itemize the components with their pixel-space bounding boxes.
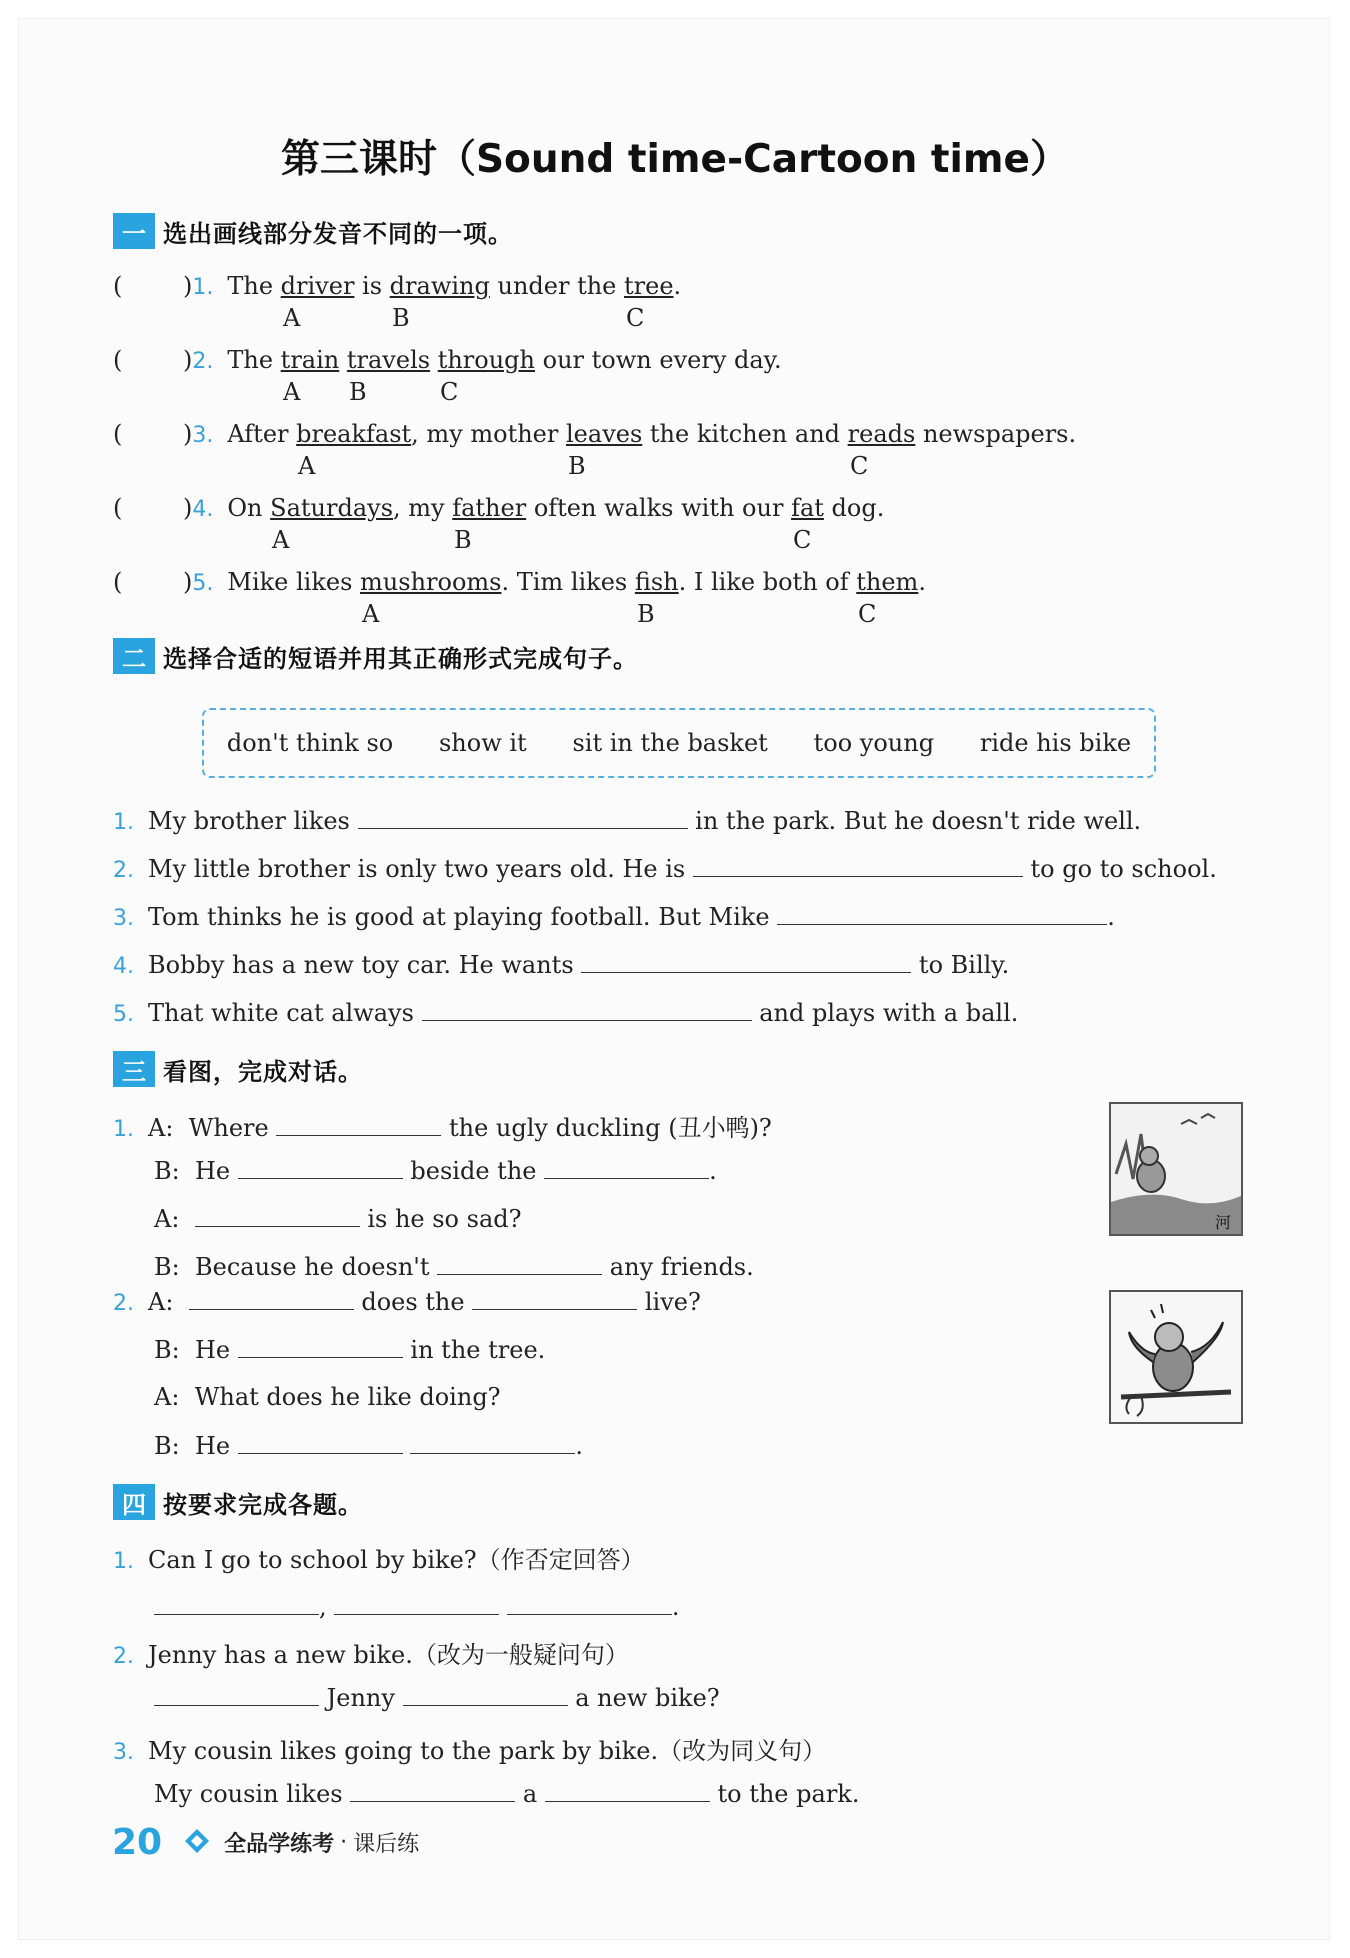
dialog-line: B: He beside the . [154, 1157, 717, 1185]
option-letter: C [850, 452, 869, 480]
answer-blank[interactable] [189, 1287, 354, 1310]
answer-blank[interactable] [422, 998, 752, 1021]
section-number: 一 [113, 213, 155, 249]
answer-blank[interactable] [544, 1156, 709, 1179]
section-4-header [113, 1484, 363, 1520]
phonics-item [113, 346, 782, 374]
item-number: 4. [192, 497, 214, 522]
phrase: show it [438, 729, 527, 757]
answer-paren-close: ) [183, 568, 193, 596]
sentence: On Saturdays, my father often walks with our fat dog. [227, 494, 885, 522]
section-1-header [113, 213, 513, 249]
answer-blank[interactable] [410, 1431, 575, 1454]
answer-blank[interactable] [334, 1592, 499, 1615]
dialog-line: 2. A: does the live? [113, 1288, 701, 1316]
answer-blank[interactable] [507, 1592, 672, 1615]
underlined-word: train [280, 346, 340, 374]
section-number: 三 [113, 1051, 155, 1087]
phrase: ride his bike [979, 729, 1132, 757]
answer-line: Jenny a new bike? [154, 1683, 720, 1712]
option-letter: B [568, 452, 586, 480]
answer-paren[interactable]: ( [113, 272, 123, 300]
phonics-item [113, 420, 1076, 448]
underlined-word: breakfast [296, 420, 412, 448]
option-letter: B [454, 526, 472, 554]
answer-line: My cousin likes a to the park. [154, 1780, 860, 1808]
answer-blank[interactable] [545, 1779, 710, 1802]
answer-blank[interactable] [238, 1431, 403, 1454]
fill-item: 4. Bobby has a new toy car. He wants to Billy. [113, 951, 1010, 979]
answer-blank[interactable] [276, 1113, 441, 1136]
answer-paren[interactable]: ( [113, 568, 123, 596]
answer-blank[interactable] [195, 1204, 360, 1227]
option-letter: B [392, 304, 410, 332]
duckling-picture [1109, 1102, 1243, 1236]
option-letter: C [626, 304, 645, 332]
fill-item: 5. That white cat always and plays with a ball. [113, 999, 1019, 1027]
phrase: sit in the basket [572, 729, 768, 757]
phonics-item [113, 568, 926, 596]
section-number: 二 [113, 638, 155, 674]
dialog-line: A: is he so sad? [154, 1205, 522, 1233]
task-question: 3. My cousin likes going to the park by bike.（改为同义句） [113, 1737, 827, 1765]
phonics-item [113, 272, 681, 300]
answer-blank[interactable] [238, 1156, 403, 1179]
phrase-box [202, 708, 1156, 778]
book-subtitle: 课后练 [353, 1832, 420, 1857]
option-letter: A [298, 452, 316, 480]
option-letter: C [440, 378, 459, 406]
underlined-word: mushrooms [360, 568, 502, 596]
answer-paren[interactable]: ( [113, 420, 123, 448]
section-2-header [113, 638, 638, 674]
page-title: 第三课时（Sound time-Cartoon time） [280, 137, 1070, 182]
sentence: The train travels through our town every day. [227, 346, 782, 374]
underlined-word: tree [624, 272, 674, 300]
underlined-word: through [437, 346, 536, 374]
item-number: 5. [192, 571, 214, 596]
section-title: 选择合适的短语并用其正确形式完成句子。 [163, 644, 638, 673]
section-title: 选出画线部分发音不同的一项。 [163, 219, 513, 248]
option-letter: C [793, 526, 812, 554]
separator-dot: · [340, 1830, 348, 1855]
phrase: don't think so [226, 729, 394, 757]
answer-paren-close: ) [183, 346, 193, 374]
underlined-word: reads [847, 420, 916, 448]
dialog-line: B: Because he doesn't any friends. [154, 1253, 754, 1281]
answer-blank[interactable] [777, 902, 1107, 925]
underlined-word: fat [791, 494, 824, 522]
task-question: 1. Can I go to school by bike?（作否定回答） [113, 1546, 645, 1574]
brand-name: 全品学练考 [224, 1832, 335, 1857]
dialog-line: B: He . [154, 1432, 584, 1460]
phrase: too young [813, 729, 935, 757]
answer-blank[interactable] [437, 1252, 602, 1275]
section-title: 看图，完成对话。 [163, 1057, 363, 1086]
item-number: 3. [192, 423, 214, 448]
bird-picture [1109, 1290, 1243, 1424]
answer-blank[interactable] [238, 1335, 403, 1358]
underlined-word: travels [346, 346, 431, 374]
answer-paren-close: ) [183, 494, 193, 522]
answer-blank[interactable] [472, 1287, 637, 1310]
option-letter: B [637, 600, 655, 628]
option-letter: C [858, 600, 877, 628]
diamond-icon [184, 1828, 210, 1858]
section-title: 按要求完成各题。 [163, 1490, 363, 1519]
option-letter: A [272, 526, 290, 554]
sentence: The driver is drawing under the tree. [227, 272, 682, 300]
answer-paren-close: ) [183, 272, 193, 300]
fill-item: 1. My brother likes in the park. But he doesn't ride well. [113, 807, 1142, 835]
sentence: Mike likes mushrooms. Tim likes fish. I like both of them. [227, 568, 926, 596]
option-letter: A [362, 600, 380, 628]
answer-blank[interactable] [350, 1779, 515, 1802]
answer-paren[interactable]: ( [113, 494, 123, 522]
answer-line: , . [154, 1592, 680, 1621]
task-question: 2. Jenny has a new bike.（改为一般疑问句） [113, 1641, 629, 1669]
underlined-word: drawing [389, 272, 490, 300]
answer-blank[interactable] [693, 854, 1023, 877]
fill-item: 3. Tom thinks he is good at playing football. But Mike . [113, 903, 1115, 931]
option-letter: A [283, 378, 301, 406]
page-footer [112, 1822, 419, 1863]
answer-blank[interactable] [581, 950, 911, 973]
section-3-header [113, 1051, 363, 1087]
option-letter: B [349, 378, 367, 406]
fill-item: 2. My little brother is only two years old. He is to go to school. [113, 855, 1217, 883]
answer-paren[interactable]: ( [113, 346, 123, 374]
answer-paren-close: ) [183, 420, 193, 448]
answer-blank[interactable] [154, 1592, 319, 1615]
answer-blank[interactable] [358, 806, 688, 829]
dialog-line: A: What does he like doing? [154, 1383, 501, 1411]
underlined-word: leaves [566, 420, 643, 448]
underlined-word: Saturdays [270, 494, 394, 522]
underlined-word: fish [634, 568, 679, 596]
section-number: 四 [113, 1484, 155, 1520]
option-letter: A [283, 304, 301, 332]
page-number: 20 [112, 1822, 163, 1863]
answer-blank[interactable] [403, 1683, 568, 1706]
dialog-line: B: He in the tree. [154, 1336, 546, 1364]
phonics-item [113, 494, 884, 522]
item-number: 2. [192, 349, 214, 374]
item-number: 1. [192, 275, 214, 300]
dialog-line: 1. A: Where the ugly duckling (丑小鸭)? [113, 1114, 772, 1142]
underlined-word: them [856, 568, 919, 596]
sentence: After breakfast, my mother leaves the kitchen and reads newspapers. [227, 420, 1077, 448]
underlined-word: driver [280, 272, 355, 300]
underlined-word: father [452, 494, 527, 522]
answer-blank[interactable] [154, 1683, 319, 1706]
river-label: 河 [1215, 1213, 1232, 1232]
